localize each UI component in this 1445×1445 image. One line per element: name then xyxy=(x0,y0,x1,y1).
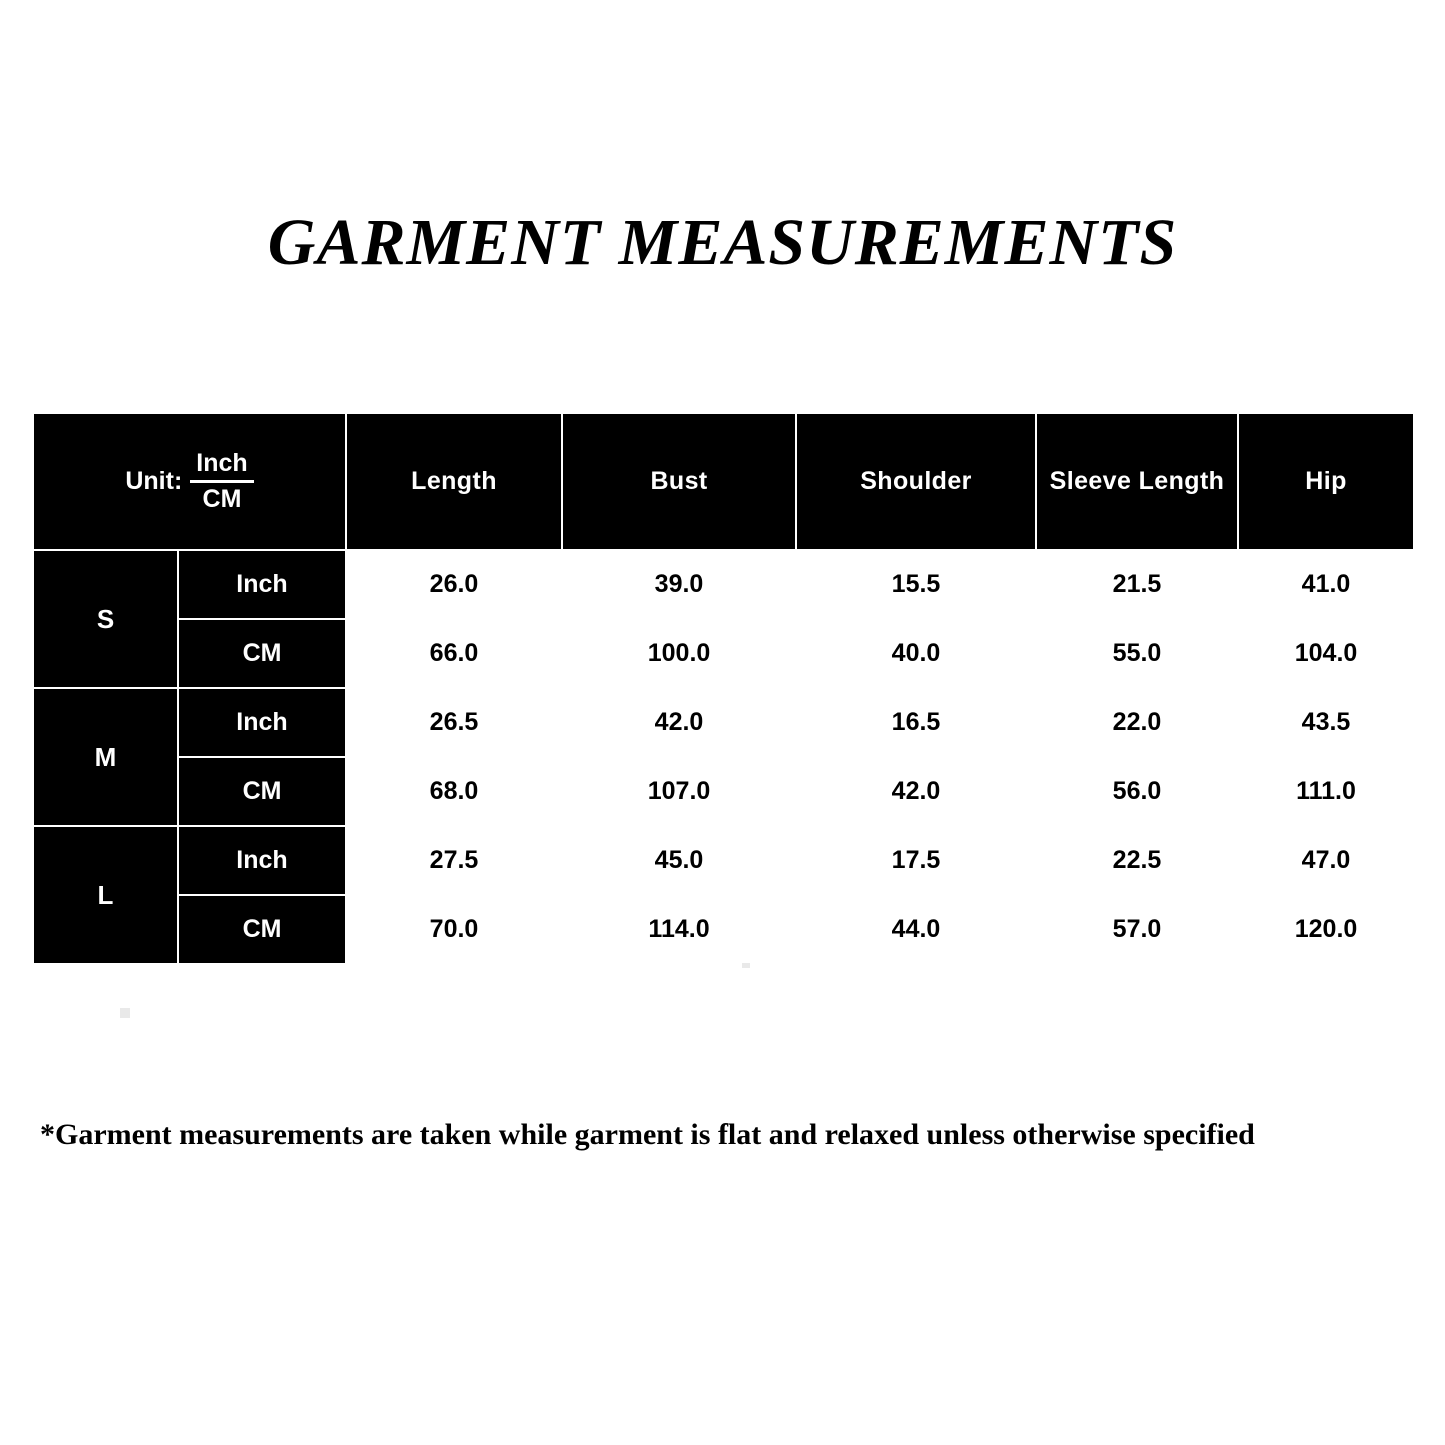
column-header-hip: Hip xyxy=(1238,413,1414,550)
cell-m-inch-bust: 42.0 xyxy=(562,688,796,757)
cell-s-inch-shoulder: 15.5 xyxy=(796,550,1036,619)
measurements-table-container xyxy=(32,412,1413,965)
cell-m-inch-length: 26.5 xyxy=(346,688,562,757)
measurements-table xyxy=(32,412,1415,965)
unit-row-label-cm: CM xyxy=(178,895,346,964)
unit-row-label-cm: CM xyxy=(178,757,346,826)
size-label-s: S xyxy=(33,550,178,688)
unit-header-label: Unit: xyxy=(125,467,183,495)
cell-l-cm-length: 70.0 xyxy=(346,895,562,964)
cell-m-inch-shoulder: 16.5 xyxy=(796,688,1036,757)
unit-header-inch: Inch xyxy=(190,449,253,483)
cell-m-cm-bust: 107.0 xyxy=(562,757,796,826)
cell-s-inch-bust: 39.0 xyxy=(562,550,796,619)
size-label-m: M xyxy=(33,688,178,826)
column-header-bust: Bust xyxy=(562,413,796,550)
table-row xyxy=(33,550,1414,619)
unit-row-label-inch: Inch xyxy=(178,826,346,895)
table-row xyxy=(33,826,1414,895)
cell-l-cm-shoulder: 44.0 xyxy=(796,895,1036,964)
table-row xyxy=(33,895,1414,964)
cell-s-cm-sleeve: 55.0 xyxy=(1036,619,1238,688)
table-row xyxy=(33,688,1414,757)
unit-header-cm: CM xyxy=(202,485,242,513)
column-header-shoulder: Shoulder xyxy=(796,413,1036,550)
artifact-speck xyxy=(120,1008,130,1018)
cell-l-inch-hip: 47.0 xyxy=(1238,826,1414,895)
cell-l-inch-bust: 45.0 xyxy=(562,826,796,895)
cell-m-inch-hip: 43.5 xyxy=(1238,688,1414,757)
cell-l-inch-length: 27.5 xyxy=(346,826,562,895)
table-row xyxy=(33,757,1414,826)
cell-s-cm-bust: 100.0 xyxy=(562,619,796,688)
unit-row-label-cm: CM xyxy=(178,619,346,688)
cell-s-cm-shoulder: 40.0 xyxy=(796,619,1036,688)
cell-l-inch-sleeve: 22.5 xyxy=(1036,826,1238,895)
cell-m-inch-sleeve: 22.0 xyxy=(1036,688,1238,757)
unit-row-label-inch: Inch xyxy=(178,688,346,757)
cell-l-cm-sleeve: 57.0 xyxy=(1036,895,1238,964)
cell-l-inch-shoulder: 17.5 xyxy=(796,826,1036,895)
cell-l-cm-bust: 114.0 xyxy=(562,895,796,964)
cell-s-inch-sleeve: 21.5 xyxy=(1036,550,1238,619)
cell-s-inch-length: 26.0 xyxy=(346,550,562,619)
artifact-speck xyxy=(742,963,750,968)
cell-l-cm-hip: 120.0 xyxy=(1238,895,1414,964)
cell-s-cm-hip: 104.0 xyxy=(1238,619,1414,688)
size-label-l: L xyxy=(33,826,178,964)
unit-row-label-inch: Inch xyxy=(178,550,346,619)
table-header-row xyxy=(33,413,1414,550)
cell-s-cm-length: 66.0 xyxy=(346,619,562,688)
cell-m-cm-length: 68.0 xyxy=(346,757,562,826)
column-header-length: Length xyxy=(346,413,562,550)
table-row xyxy=(33,619,1414,688)
page-title: GARMENT MEASUREMENTS xyxy=(267,206,1178,279)
cell-m-cm-sleeve: 56.0 xyxy=(1036,757,1238,826)
footnote: *Garment measurements are taken while garment is flat and relaxed unless otherwise specified xyxy=(40,1118,1255,1151)
cell-m-cm-hip: 111.0 xyxy=(1238,757,1414,826)
column-header-sleeve-length: Sleeve Length xyxy=(1036,413,1238,550)
cell-s-inch-hip: 41.0 xyxy=(1238,550,1414,619)
cell-m-cm-shoulder: 42.0 xyxy=(796,757,1036,826)
unit-header-cell xyxy=(33,413,346,550)
